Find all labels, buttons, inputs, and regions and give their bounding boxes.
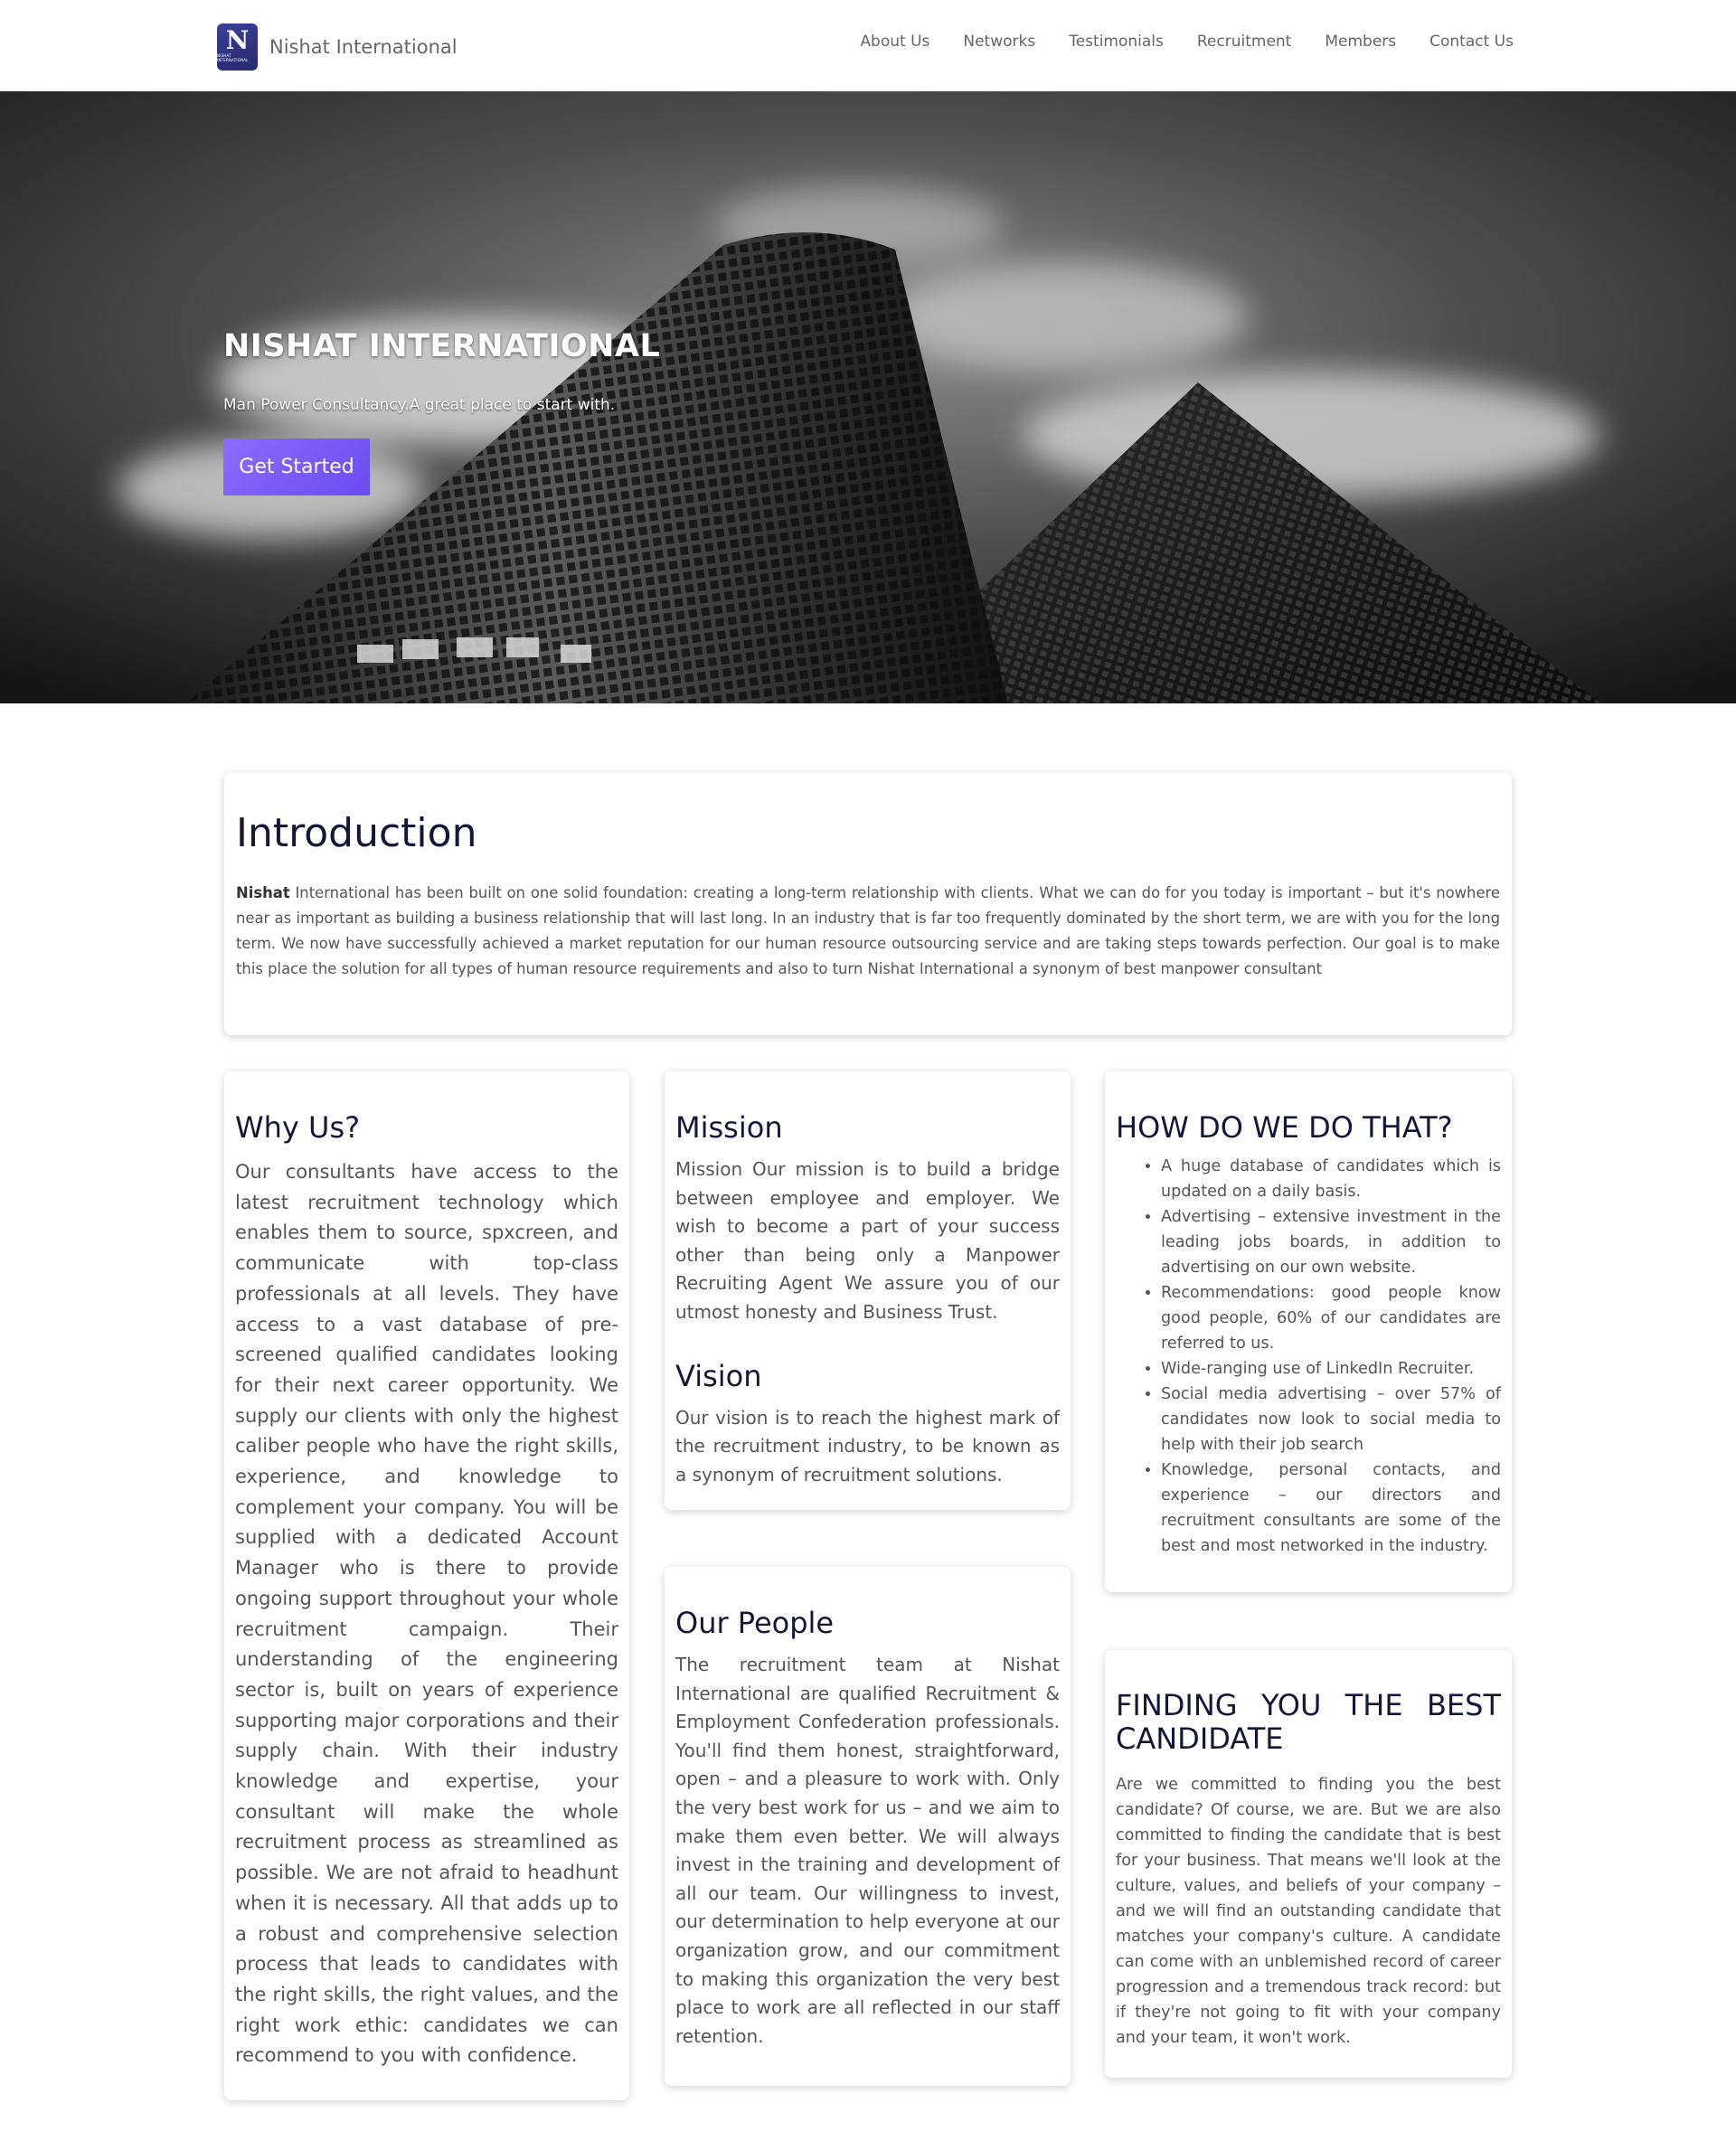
brand[interactable]: [217, 24, 458, 71]
list-item: • Advertising – extensive investment in the leading jobs boards, in addition to advertising on our own website.: [1161, 1204, 1501, 1280]
how-list: [1116, 1154, 1501, 1559]
nav-links: [826, 33, 1514, 51]
list-item: • Recommendations: good people know good people, 60% of our candidates are referred to us.: [1161, 1280, 1501, 1356]
brand-logo-icon[interactable]: N NISHAT INTERNATIONAL: [217, 24, 258, 71]
mission-card: [665, 1071, 1071, 1510]
finding-card: [1105, 1650, 1512, 2078]
list-item: • A huge database of candidates which is updated on a daily basis.: [1161, 1154, 1501, 1204]
vision-text: Our vision is to reach the highest mark of the recruitment industry, to be known as a synonym of recruitment solutions.: [675, 1406, 1060, 1485]
why-us-text: Our consultants have access to the latest recruitment technology which enables them to source, spxcreen, and communicate with top-class professionals at all levels. They have access to a vast database of pre-screened qualified candidates looking for their next career opportunity. We supply our clients with only the highest caliber people who have the right skills, experience, and knowledge to complement your company. You will be supplied with a dedicated Account Manager who is there to provide ongoing support throughout your whole recruitment campaign. Their understanding of the engineering sector is, built on years of experience supporting major corporations and their supply chain. With their industry knowledge and expertise, your consultant will make the whole recruitment process as streamlined as possible. We are not afraid to headhunt when it is necessary. All that adds up to a robust and comprehensive selection process that leads to candidates with the right skills, the right values, and the right work ethic: candidates we can recommend to you with confidence.: [235, 1161, 618, 2067]
why-us-heading: Why Us?: [235, 1110, 361, 1145]
finding-heading-line2: CANDIDATE: [1116, 1721, 1284, 1756]
logo-tiny-text: NISHAT INTERNATIONAL: [217, 53, 249, 62]
nav-link-members[interactable]: Members: [1325, 33, 1397, 51]
nav-link-recruitment[interactable]: Recruitment: [1196, 33, 1292, 51]
how-card: [1105, 1071, 1512, 1592]
our-people-text: The recruitment team at Nishat International are qualified Recruitment & Employment Confederation professionals. You'll find them honest, straightforward, open – and a pleasure to work with. Only the very best work for us – and we aim to make them even better. We will always invest in the training and development of all our team. Our willingness to invest, our determination to help everyone at our organization grow, and our commitment to making this organization the very best place to work are all reflected in our staff retention.: [675, 1654, 1060, 2047]
introduction-text: [236, 881, 1500, 982]
get-started-button[interactable]: Get Started: [223, 439, 370, 495]
our-people-card: [665, 1567, 1071, 2086]
brand-name[interactable]: Nishat International: [269, 36, 458, 58]
introduction-lead-bold: Nishat: [236, 884, 290, 901]
finding-heading: [1116, 1689, 1501, 1756]
our-people-heading: Our People: [675, 1606, 835, 1640]
introduction-body: International has been built on one solid foundation: creating a long-term relationship with clients. What we can do for you today is important – but it's nowhere near as important as building a business relationship that will last long. In an industry that is far too frequently dominated by the short term, we are with you for the long term. We now have successfully achieved a market reputation for our human resource outsourcing service and are taking steps towards perfection. Our goal is to make this place the solution for all types of human resource requirements and also to turn Nishat International a synonym of best manpower consultant: [236, 884, 1500, 977]
nav-link-networks[interactable]: Networks: [963, 33, 1036, 51]
nav-link-about-us[interactable]: About Us: [860, 33, 930, 51]
mission-text: Mission Our mission is to build a bridge between employee and employer. We wish to become a part of your success other than being only a Manpower Recruiting Agent We assure you of our utmost honesty and Business Trust.: [675, 1158, 1060, 1323]
list-item: • Social media advertising – over 57% of candidates now look to social media to help with their job search: [1161, 1382, 1501, 1457]
finding-text: Are we committed to finding you the best candidate? Of course, we are. But we are also committed to finding the candidate that is best for your business. That means we'll look at the culture, values, and beliefs of your company – and we will find an outstanding candidate that matches your company's culture. A candidate can come with an unblemished record of career progression and a tremendous track record: but if they're not going to fit with your company and your team, it won't work.: [1116, 1776, 1501, 2047]
list-item: • Knowledge, personal contacts, and experience – our directors and recruitment consultants are some of the best and most networked in the industry.: [1161, 1457, 1501, 1559]
finding-heading-line1: FINDING YOU THE BEST: [1116, 1688, 1501, 1722]
mission-heading: Mission: [675, 1110, 783, 1145]
nav-link-contact-us[interactable]: Contact Us: [1429, 33, 1514, 51]
hero-title: NISHAT INTERNATIONAL: [223, 328, 661, 364]
list-item: • Wide-ranging use of LinkedIn Recruiter.: [1161, 1356, 1501, 1382]
hero-banner: [0, 91, 1736, 703]
how-heading: HOW DO WE DO THAT?: [1116, 1110, 1453, 1145]
introduction-heading: Introduction: [236, 810, 477, 856]
nav-link-testimonials[interactable]: Testimonials: [1069, 33, 1164, 51]
navbar: [0, 0, 1736, 91]
vision-heading: Vision: [675, 1358, 762, 1393]
why-us-card: [224, 1071, 629, 2100]
hero-subtitle: Man Power Consultancy.A great place to start with.: [223, 396, 616, 414]
introduction-card: [224, 772, 1512, 1035]
